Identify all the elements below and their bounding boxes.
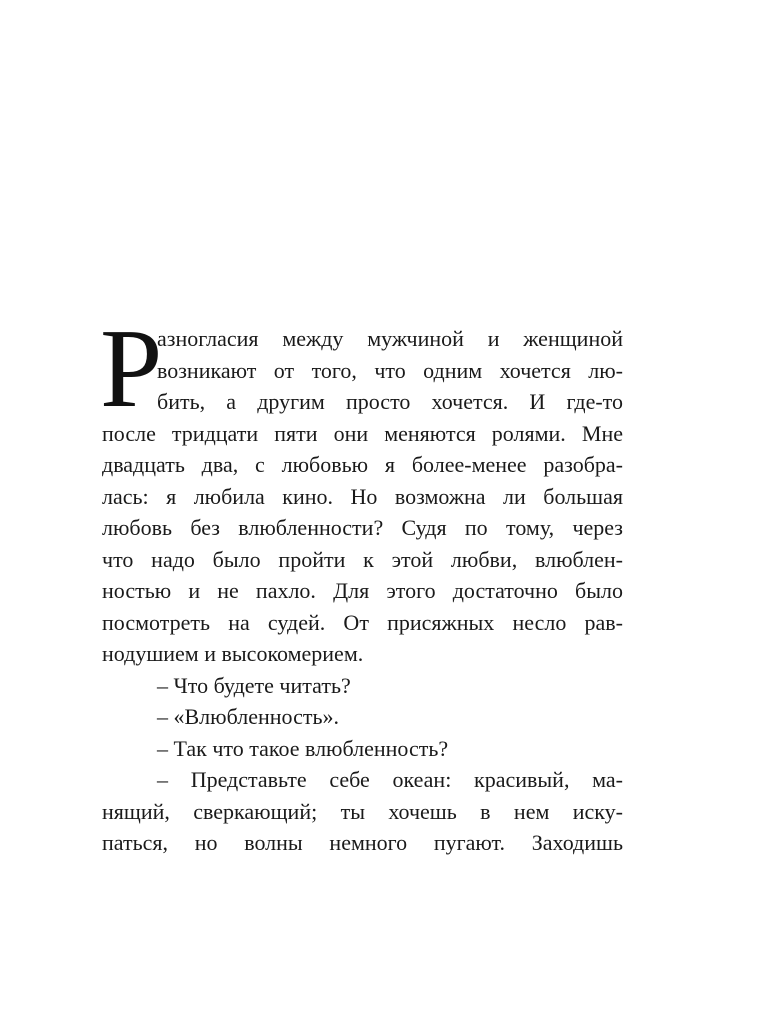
text-line: лась: я любила кино. Но возможна ли большая (102, 483, 623, 509)
text-line: посмотреть на судей. От присяжных несло рав- (102, 609, 623, 635)
text-line: любовь без влюбленности? Судя по тому, через (102, 515, 623, 540)
dialogue-line: – Представьте себе океан: красивый, ма- (157, 767, 623, 792)
text-line: нодушием и высокомерием. (102, 641, 364, 666)
drop-cap: Р (100, 307, 163, 431)
text-line: ностью и не пахло. Для этого достаточно было (102, 578, 623, 603)
text-line: двадцать два, с любовью я более-менее разобра- (102, 452, 623, 477)
dialogue-line: – «Влюбленность». (157, 704, 339, 729)
text-line: азногласия между мужчиной и женщиной (157, 326, 623, 351)
dialogue-line: – Так что такое влюбленность? (157, 735, 449, 761)
book-page-text (100, 307, 623, 859)
text-line: бить, а другим просто хочется. И где-то (157, 389, 623, 414)
text-line: нящий, сверкающий; ты хочешь в нем иску- (102, 798, 623, 824)
text-line: после тридцати пяти они меняются ролями. Мне (102, 420, 623, 446)
text-line: паться, но волны немного пугают. Заходишь (102, 830, 623, 855)
text-line: возникают от того, что одним хочется лю- (157, 357, 623, 383)
dialogue-line: – Что будете читать? (157, 672, 351, 698)
text-line: что надо было пройти к этой любви, влюблен- (102, 546, 623, 572)
